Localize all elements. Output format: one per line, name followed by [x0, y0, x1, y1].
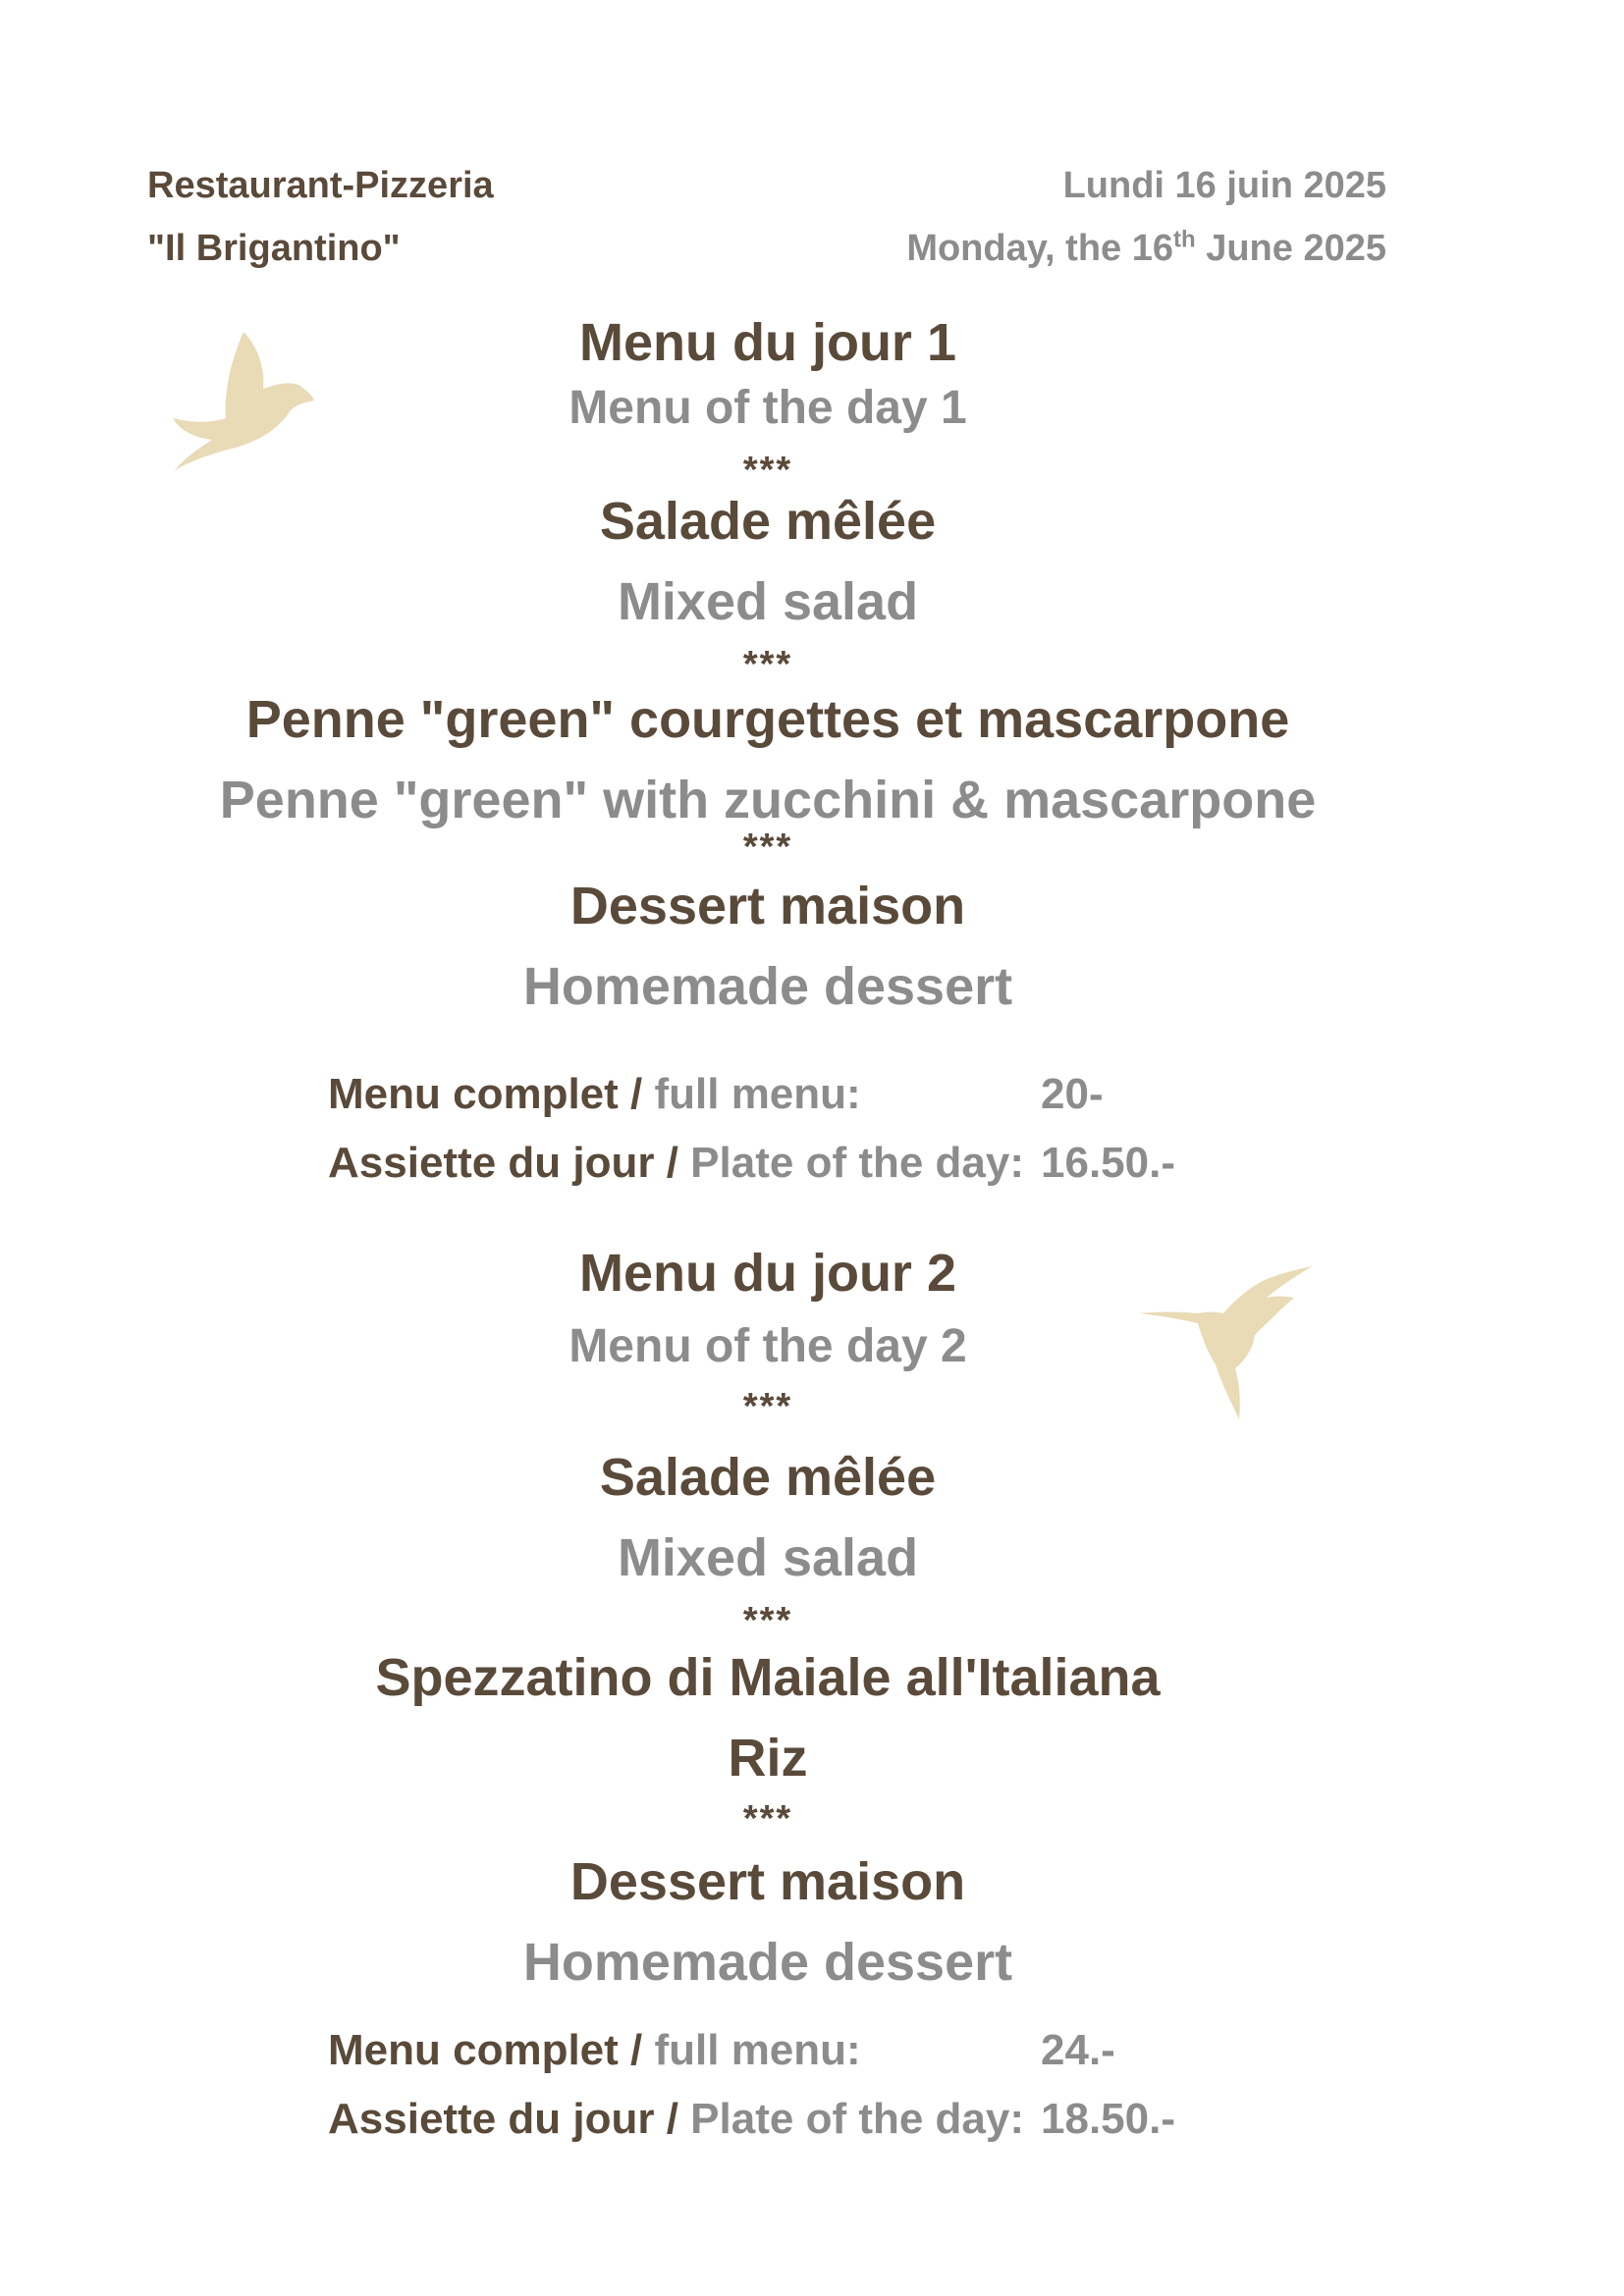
date-english-suffix: June 2025 — [1195, 228, 1386, 269]
menu1-separator-1: *** — [742, 450, 793, 491]
menu1-dessert-en: Homemade dessert — [522, 957, 1013, 1016]
menu1-plate-label-en: Plate of the day: — [690, 1139, 1025, 1187]
menu1-full-price: 20- — [1041, 1070, 1104, 1118]
menu2-separator-1: *** — [742, 1386, 793, 1427]
menu1-full-label-fr: Menu complet / — [328, 1070, 655, 1118]
menu1-dessert-fr: Dessert maison — [569, 877, 966, 935]
menu2-full-label-en: full menu: — [654, 2026, 861, 2074]
menu2-plate-label-fr: Assiette du jour / — [328, 2095, 691, 2143]
menu1-plate-price-row — [328, 1139, 1175, 1188]
restaurant-name-line1: Restaurant-Pizzeria — [147, 165, 494, 206]
menu1-main-fr: Penne "green" courgettes et mascarpone — [245, 690, 1290, 749]
menu2-dessert-en: Homemade dessert — [522, 1933, 1013, 1992]
menu2-title-en: Menu of the day 2 — [568, 1320, 967, 1372]
menu2-plate-label-en: Plate of the day: — [690, 2095, 1025, 2143]
menu2-plate-price: 18.50.- — [1041, 2095, 1175, 2143]
date-english-prefix: Monday, the 16 — [906, 228, 1173, 269]
menu2-main-side: Riz — [728, 1729, 808, 1788]
date-english — [906, 226, 1386, 271]
date-french: Lundi 16 juin 2025 — [1062, 165, 1386, 206]
menu1-starter-fr: Salade mêlée — [599, 492, 937, 551]
menu2-separator-2: *** — [742, 1600, 793, 1641]
menu1-full-price-row — [328, 1070, 1104, 1119]
menu2-plate-price-row — [328, 2095, 1175, 2144]
menu1-plate-label-fr: Assiette du jour / — [328, 1139, 691, 1187]
menu2-main-fr: Spezzatino di Maiale all'Italiana — [375, 1648, 1161, 1707]
menu2-title-fr: Menu du jour 2 — [579, 1244, 956, 1303]
restaurant-name-line2: "Il Brigantino" — [147, 228, 401, 269]
menu2-starter-en: Mixed salad — [617, 1528, 919, 1587]
menu1-separator-3: *** — [742, 827, 793, 868]
menu1-full-label-en: full menu: — [654, 1070, 861, 1118]
menu2-full-price: 24.- — [1041, 2026, 1115, 2074]
menu1-plate-price: 16.50.- — [1041, 1139, 1175, 1187]
menu1-starter-en: Mixed salad — [617, 572, 919, 631]
menu1-main-en: Penne "green" with zucchini & mascarpone — [219, 771, 1317, 829]
menu2-dessert-fr: Dessert maison — [569, 1852, 966, 1911]
menu1-title-en: Menu of the day 1 — [568, 382, 967, 434]
menu1-title-fr: Menu du jour 1 — [579, 313, 956, 372]
menu2-starter-fr: Salade mêlée — [599, 1448, 937, 1507]
menu2-full-price-row — [328, 2026, 1115, 2075]
menu1-separator-2: *** — [742, 644, 793, 685]
menu2-full-label-fr: Menu complet / — [328, 2026, 655, 2074]
date-english-sup: th — [1173, 226, 1196, 253]
menu2-separator-3: *** — [742, 1798, 793, 1840]
